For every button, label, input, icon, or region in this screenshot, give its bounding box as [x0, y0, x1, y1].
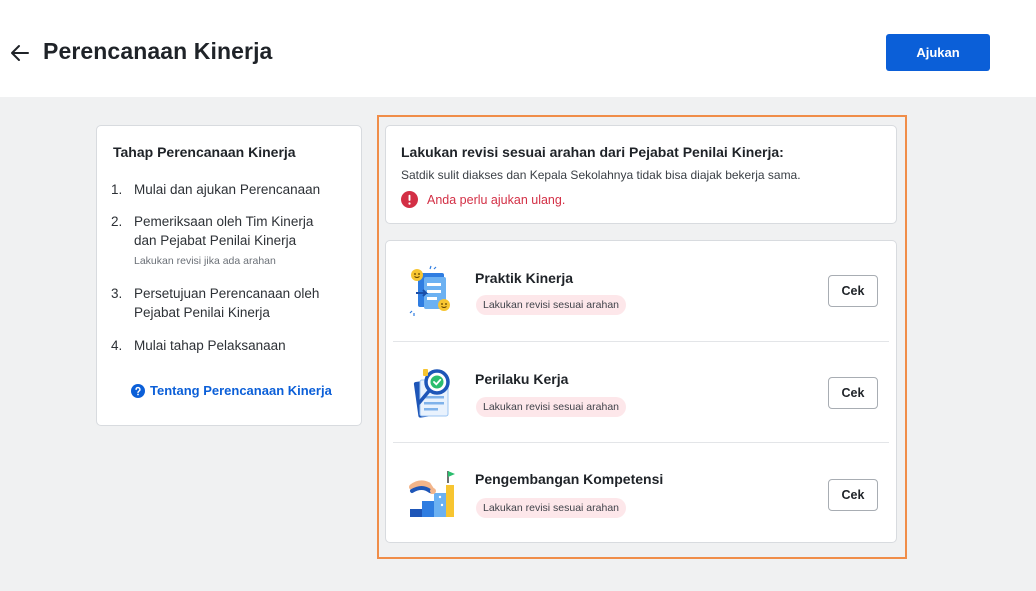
section-row-praktik-kinerja [386, 241, 898, 342]
submit-button[interactable]: Ajukan [886, 34, 990, 71]
section-row-pengembangan-kompetensi [386, 443, 898, 544]
step-label: Mulai tahap Pelaksanaan [134, 338, 286, 353]
resubmit-alert [401, 191, 565, 208]
notice-title: Lakukan revisi sesuai arahan dari Pejabat Penilai Kinerja: [401, 144, 784, 160]
step-number: 4. [111, 338, 123, 353]
question-circle-icon [131, 384, 145, 398]
check-perilaku-kerja-button[interactable]: Cek [828, 377, 878, 409]
section-title: Perilaku Kerja [475, 371, 569, 387]
status-badge: Lakukan revisi sesuai arahan [476, 498, 626, 518]
steps-card [96, 125, 362, 426]
about-link-label: Tentang Perencanaan Kinerja [150, 383, 332, 398]
page-title: Perencanaan Kinerja [43, 38, 273, 64]
step-number: 3. [111, 286, 123, 301]
section-title: Pengembangan Kompetensi [475, 471, 664, 487]
about-planning-link[interactable] [131, 383, 332, 398]
section-row-perilaku-kerja [386, 342, 898, 443]
alert-text: Anda perlu ajukan ulang. [427, 192, 566, 207]
step-label: Mulai dan ajukan Perencanaan [134, 182, 321, 197]
step-label: Persetujuan Perencanaan oleh Pejabat Penilai Kinerja [134, 286, 320, 320]
step-hint: Lakukan revisi jika ada arahan [134, 255, 276, 267]
step-number: 2. [111, 214, 123, 229]
arrow-left-icon [8, 41, 32, 65]
check-pengembangan-kompetensi-button[interactable]: Cek [828, 479, 878, 511]
step-label: Pemeriksaan oleh Tim Kinerja dan Pejabat Penilai Kinerja [134, 214, 314, 248]
teaching-practice-illustration [404, 265, 460, 319]
steps-title: Tahap Perencanaan Kinerja [113, 144, 296, 160]
exclamation-circle-icon [401, 191, 418, 208]
stairs-flag-illustration [404, 467, 460, 521]
magnifier-document-illustration [404, 366, 460, 420]
status-badge: Lakukan revisi sesuai arahan [476, 295, 626, 315]
back-button[interactable] [8, 41, 32, 65]
step-number: 1. [111, 182, 123, 197]
header-bar [0, 0, 1036, 97]
check-praktik-kinerja-button[interactable]: Cek [828, 275, 878, 307]
section-title: Praktik Kinerja [475, 270, 574, 286]
sections-list [385, 240, 897, 543]
notice-message: Satdik sulit diakses dan Kepala Sekolahnya tidak bisa diajak bekerja sama. [401, 168, 801, 182]
revision-notice [385, 125, 897, 224]
status-badge: Lakukan revisi sesuai arahan [476, 397, 626, 417]
